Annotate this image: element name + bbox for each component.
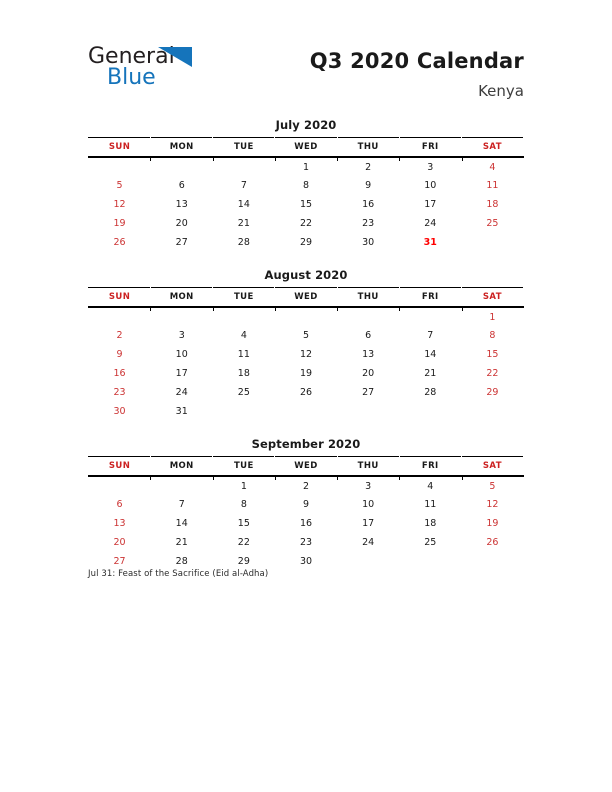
weekday-header-sun: SUN	[89, 288, 151, 308]
day-cell[interactable]: 10	[175, 349, 188, 360]
day-cell[interactable]: 6	[178, 180, 185, 191]
day-cell[interactable]: 25	[424, 537, 437, 548]
column-tick	[462, 307, 463, 311]
day-cell[interactable]: 25	[237, 387, 250, 398]
page-header	[0, 0, 612, 112]
day-cell[interactable]: 18	[424, 518, 437, 529]
day-cell[interactable]: 21	[237, 218, 250, 229]
weekday-header-sat: SAT	[461, 288, 523, 308]
weekday-header-fri: FRI	[399, 457, 461, 477]
holiday-note-line: Jul 31: Feast of the Sacrifice (Eid al-Adha)	[88, 569, 269, 579]
day-cell[interactable]: 14	[175, 518, 188, 529]
day-cell[interactable]: 17	[424, 199, 437, 210]
day-cell[interactable]: 5	[116, 180, 123, 191]
week-row	[89, 345, 524, 364]
day-cell[interactable]: 24	[175, 387, 188, 398]
column-tick	[150, 157, 151, 161]
day-cell[interactable]: 4	[489, 161, 496, 173]
day-cell[interactable]: 9	[302, 499, 310, 510]
day-cell[interactable]: 26	[113, 237, 126, 248]
column-tick	[150, 476, 151, 480]
day-cell[interactable]: 18	[237, 368, 250, 379]
day-cell[interactable]: 4	[427, 480, 434, 492]
day-cell[interactable]: 22	[486, 368, 499, 379]
week-row	[89, 495, 524, 514]
week-row	[89, 533, 524, 552]
day-cell[interactable]: 18	[486, 199, 499, 210]
day-cell[interactable]: 14	[424, 349, 437, 360]
month-calendar-table	[88, 137, 524, 252]
day-cell[interactable]: 12	[486, 499, 499, 510]
weekday-header-wed: WED	[275, 138, 337, 158]
day-cell[interactable]: 29	[299, 237, 313, 248]
brand-name-general: General	[88, 44, 175, 69]
weekday-header-mon: MON	[151, 457, 213, 477]
week-row	[89, 326, 524, 345]
week-row	[89, 307, 524, 326]
week-row	[89, 157, 524, 176]
day-cell[interactable]: 7	[178, 499, 185, 510]
day-cell[interactable]: 27	[362, 387, 375, 398]
day-cell[interactable]: 16	[299, 518, 313, 529]
weekday-header-thu: THU	[337, 138, 399, 158]
weekday-header-row	[89, 457, 524, 477]
day-cell-empty	[151, 157, 213, 176]
column-tick	[337, 476, 338, 480]
month-block	[88, 437, 524, 571]
day-cell[interactable]: 27	[113, 556, 126, 567]
day-cell[interactable]: 19	[299, 368, 313, 379]
day-cell[interactable]: 23	[362, 218, 375, 229]
day-cell[interactable]: 15	[299, 199, 313, 210]
day-cell[interactable]: 26	[486, 537, 499, 548]
weekday-header-mon: MON	[151, 138, 213, 158]
day-cell[interactable]: 30	[113, 406, 126, 417]
day-cell-empty	[399, 402, 461, 421]
day-cell[interactable]: 2	[302, 480, 310, 492]
day-cell[interactable]: 17	[175, 368, 188, 379]
brand-logo[interactable]	[88, 44, 298, 104]
week-row	[89, 383, 524, 402]
day-cell[interactable]: 19	[113, 218, 126, 229]
weekday-header-tue: TUE	[213, 457, 275, 477]
day-cell-empty	[151, 476, 213, 495]
weekday-header-sun: SUN	[89, 457, 151, 477]
holiday-notes	[88, 568, 524, 581]
weekday-header-fri: FRI	[399, 288, 461, 308]
day-cell-empty	[89, 157, 151, 176]
weekday-header-tue: TUE	[213, 288, 275, 308]
day-cell[interactable]: 22	[299, 218, 313, 229]
column-tick	[337, 307, 338, 311]
day-cell[interactable]: 10	[362, 499, 375, 510]
day-cell[interactable]: 3	[427, 161, 434, 173]
day-cell-empty	[461, 402, 523, 421]
day-cell-empty	[213, 157, 275, 176]
month-calendar-table	[88, 456, 524, 571]
day-cell[interactable]: 16	[362, 199, 375, 210]
day-cell-empty	[89, 307, 151, 326]
day-cell[interactable]: 23	[113, 387, 126, 398]
week-row	[89, 214, 524, 233]
day-cell[interactable]: 5	[489, 480, 496, 492]
week-row	[89, 176, 524, 195]
day-cell[interactable]: 2	[116, 330, 123, 341]
blue-flag-triangle-icon	[158, 47, 192, 67]
day-cell-empty	[337, 402, 399, 421]
column-tick	[275, 307, 276, 311]
day-cell[interactable]: 31	[175, 406, 188, 417]
week-row	[89, 476, 524, 495]
weekday-header-row	[89, 138, 524, 158]
week-row	[89, 402, 524, 421]
day-cell[interactable]: 1	[489, 311, 496, 323]
brand-name-blue: Blue	[107, 65, 156, 90]
weekday-header-sun: SUN	[89, 138, 151, 158]
day-cell[interactable]: 24	[424, 218, 437, 229]
day-cell[interactable]: 6	[116, 499, 123, 510]
weekday-header-fri: FRI	[399, 138, 461, 158]
day-cell-empty	[275, 402, 337, 421]
week-row	[89, 195, 524, 214]
day-cell[interactable]: 7	[240, 180, 247, 191]
weekday-header-sat: SAT	[461, 457, 523, 477]
column-tick	[462, 476, 463, 480]
column-tick	[399, 157, 400, 161]
day-cell[interactable]: 12	[113, 199, 126, 210]
weekday-header-sat: SAT	[461, 138, 523, 158]
day-cell[interactable]: 20	[113, 537, 126, 548]
day-cell-empty	[89, 476, 151, 495]
day-cell[interactable]: 7	[427, 330, 434, 341]
day-cell-empty	[399, 307, 461, 326]
day-cell[interactable]: 30	[362, 237, 375, 248]
day-cell[interactable]: 21	[424, 368, 437, 379]
day-cell[interactable]: 20	[362, 368, 375, 379]
column-tick	[150, 307, 151, 311]
day-cell[interactable]: 21	[175, 537, 188, 548]
weekday-header-row	[89, 288, 524, 308]
week-row	[89, 514, 524, 533]
day-cell[interactable]: 17	[362, 518, 375, 529]
column-tick	[213, 157, 214, 161]
day-cell[interactable]: 13	[362, 349, 375, 360]
day-cell[interactable]: 26	[299, 387, 313, 398]
day-cell[interactable]: 27	[175, 237, 188, 248]
day-cell[interactable]: 29	[486, 387, 499, 398]
month-title: July 2020	[275, 118, 337, 132]
day-cell[interactable]: 8	[302, 180, 310, 191]
day-cell[interactable]: 4	[240, 330, 247, 341]
day-cell-empty	[213, 402, 275, 421]
weekday-header-thu: THU	[337, 288, 399, 308]
day-cell[interactable]: 20	[175, 218, 188, 229]
day-cell[interactable]: 9	[116, 349, 123, 360]
day-cell-holiday[interactable]: 31	[423, 237, 437, 248]
column-tick	[275, 157, 276, 161]
day-cell[interactable]: 9	[365, 180, 372, 191]
day-cell[interactable]: 13	[113, 518, 126, 529]
day-cell[interactable]: 1	[302, 161, 310, 173]
month-block	[88, 118, 524, 252]
day-cell-empty	[213, 307, 275, 326]
day-cell-empty	[461, 233, 523, 252]
day-cell[interactable]: 29	[237, 556, 250, 567]
day-cell[interactable]: 14	[237, 199, 250, 210]
month-title: September 2020	[251, 437, 361, 451]
quarter-months-container	[88, 118, 524, 587]
day-cell-empty	[275, 307, 337, 326]
day-cell[interactable]: 30	[299, 556, 313, 567]
day-cell[interactable]: 22	[237, 537, 250, 548]
day-cell[interactable]: 23	[299, 537, 313, 548]
column-tick	[275, 476, 276, 480]
column-tick	[213, 476, 214, 480]
week-row	[89, 233, 524, 252]
day-cell[interactable]: 28	[175, 556, 188, 567]
day-cell[interactable]: 28	[237, 237, 250, 248]
column-tick	[462, 157, 463, 161]
column-tick	[213, 307, 214, 311]
day-cell[interactable]: 11	[424, 499, 437, 510]
day-cell[interactable]: 6	[365, 330, 372, 341]
day-cell[interactable]: 11	[237, 349, 250, 360]
day-cell-empty	[151, 307, 213, 326]
day-cell[interactable]: 19	[486, 518, 499, 529]
day-cell[interactable]: 2	[365, 161, 372, 173]
day-cell[interactable]: 8	[489, 330, 496, 341]
column-tick	[399, 476, 400, 480]
day-cell[interactable]: 13	[175, 199, 188, 210]
day-cell[interactable]: 28	[424, 387, 437, 398]
weekday-header-wed: WED	[275, 288, 337, 308]
day-cell[interactable]: 5	[302, 330, 310, 341]
month-title: August 2020	[264, 268, 348, 282]
day-cell[interactable]: 15	[486, 349, 499, 360]
day-cell[interactable]: 15	[237, 518, 250, 529]
day-cell[interactable]: 3	[178, 330, 185, 341]
day-cell[interactable]: 1	[240, 480, 247, 492]
page-subtitle-country: Kenya	[478, 82, 524, 100]
month-block	[88, 268, 524, 421]
week-row	[89, 364, 524, 383]
day-cell[interactable]: 11	[486, 180, 499, 191]
page-title: Q3 2020 Calendar	[309, 49, 524, 73]
day-cell[interactable]: 24	[362, 537, 375, 548]
weekday-header-thu: THU	[337, 457, 399, 477]
day-cell[interactable]: 12	[299, 349, 313, 360]
day-cell[interactable]: 3	[365, 480, 372, 492]
weekday-header-mon: MON	[151, 288, 213, 308]
day-cell-empty	[337, 307, 399, 326]
column-tick	[337, 157, 338, 161]
title-block	[310, 48, 524, 101]
column-tick	[399, 307, 400, 311]
day-cell[interactable]: 10	[424, 180, 437, 191]
weekday-header-wed: WED	[275, 457, 337, 477]
weekday-header-tue: TUE	[213, 138, 275, 158]
day-cell[interactable]: 8	[240, 499, 247, 510]
month-calendar-table	[88, 287, 524, 421]
day-cell[interactable]: 16	[113, 368, 126, 379]
day-cell[interactable]: 25	[486, 218, 499, 229]
